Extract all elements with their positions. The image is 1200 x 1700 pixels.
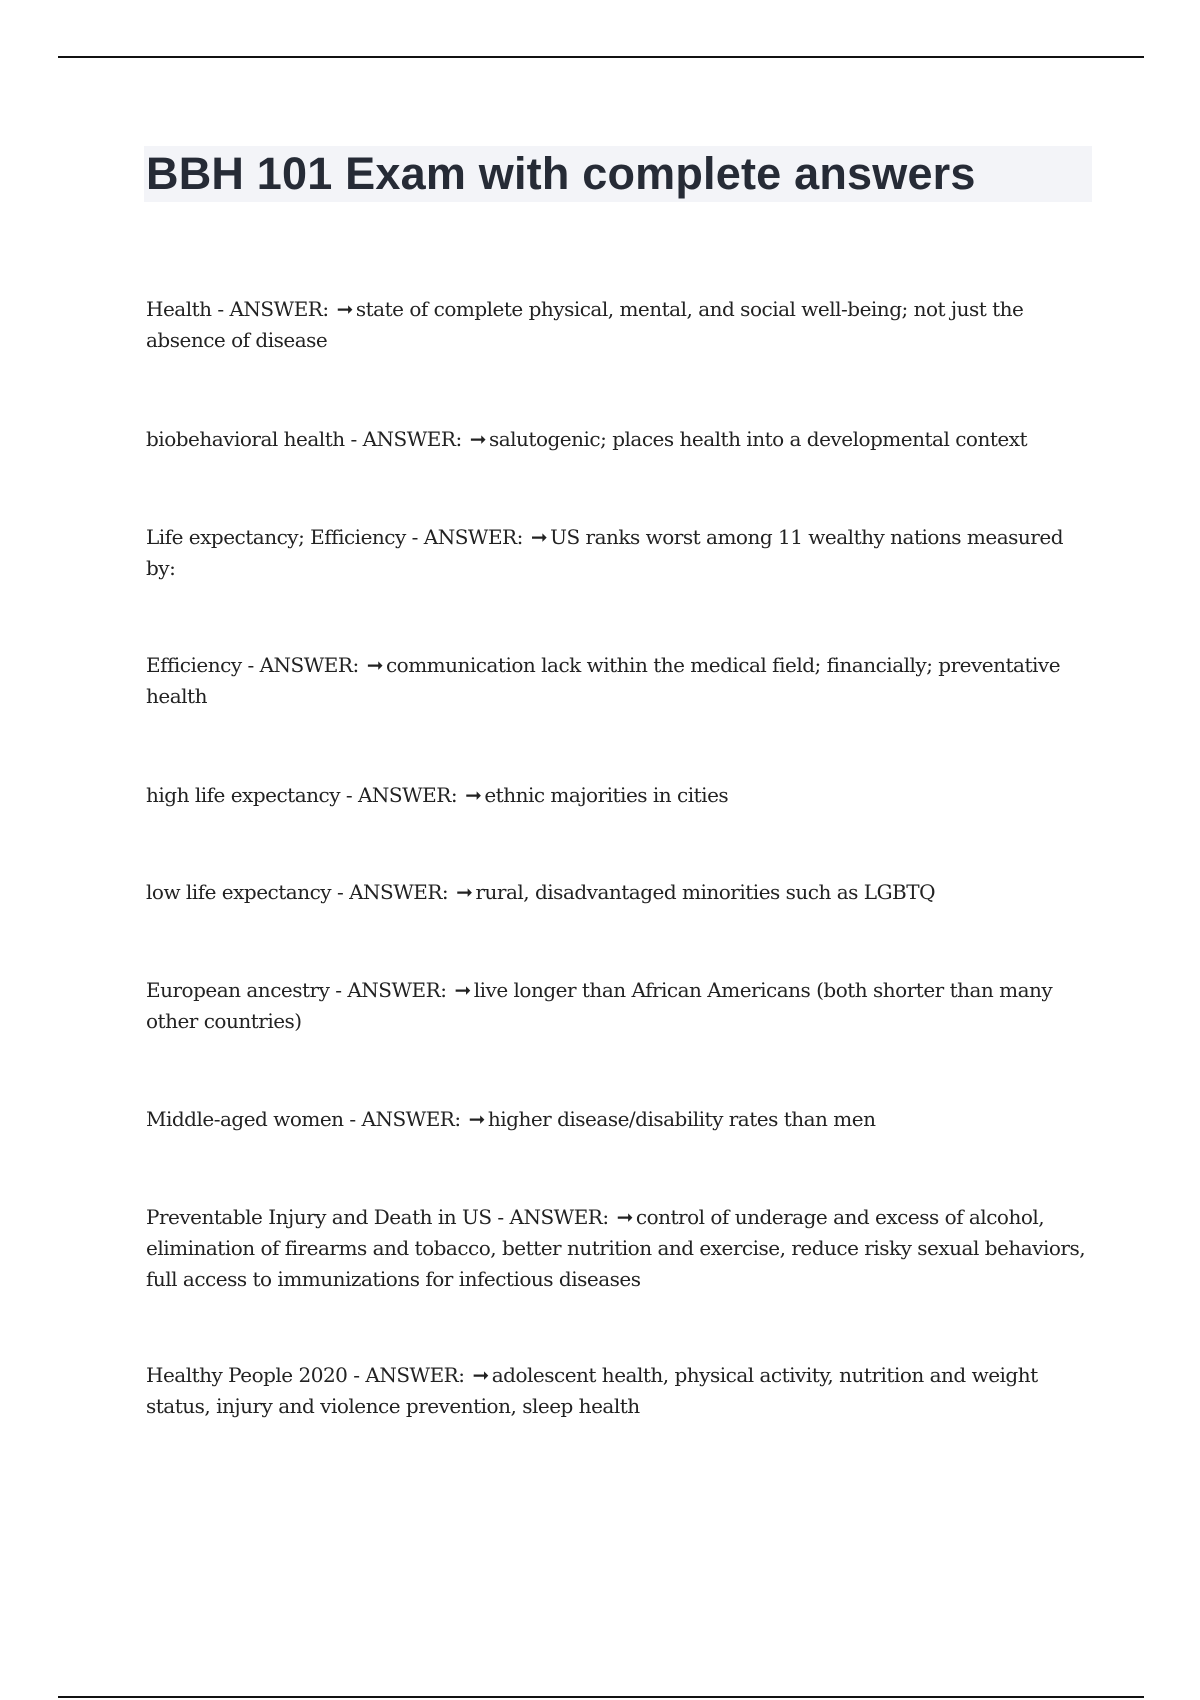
qa-term: Healthy People 2020 - ANSWER: [146,1363,465,1387]
qa-term: Health - ANSWER: [146,297,329,321]
qa-answer: US ranks worst among 11 wealthy nations measured by: [146,525,1063,580]
qa-term: Middle-aged women - ANSWER: [146,1107,461,1131]
qa-answer: adolescent health, physical activity, nutrition and weight status, injury and violence prevention, sleep health [146,1363,1038,1418]
arrow-icon: ➞ [465,783,482,807]
qa-term: Life expectancy; Efficiency - ANSWER: [146,525,523,549]
qa-term: high life expectancy - ANSWER: [146,783,458,807]
arrow-icon: ➞ [454,978,471,1002]
qa-term: low life expectancy - ANSWER: [146,880,449,904]
qa-entry [146,877,1096,908]
qa-answer: live longer than African Americans (both shorter than many other countries) [146,978,1053,1033]
arrow-icon: ➞ [469,427,486,451]
arrow-icon: ➞ [468,1107,485,1131]
qa-term: European ancestry - ANSWER: [146,978,447,1002]
qa-entry [146,975,1096,1037]
qa-entry [146,1360,1096,1422]
qa-entry [146,650,1096,712]
qa-answer: higher disease/disability rates than men [487,1107,876,1131]
qa-entry [146,294,1096,356]
qa-answer: salutogenic; places health into a developmental context [488,427,1028,451]
qa-term: Efficiency - ANSWER: [146,653,359,677]
bottom-page-rule [58,1696,1144,1698]
qa-entry [146,1104,1096,1135]
qa-term: Preventable Injury and Death in US - ANSWER: [146,1205,609,1229]
qa-answer: rural, disadvantaged minorities such as LGBTQ [475,880,935,904]
qa-term: biobehavioral health - ANSWER: [146,427,462,451]
arrow-icon: ➞ [616,1205,633,1229]
qa-answer: control of underage and excess of alcohol, elimination of firearms and tobacco, better nutrition and exercise, reduce risky sexual behaviors, full access to immunizations for infectious diseases [146,1205,1086,1291]
arrow-icon: ➞ [456,880,473,904]
qa-entry [146,780,1096,811]
arrow-icon: ➞ [366,653,383,677]
qa-entry [146,424,1096,455]
qa-answer: communication lack within the medical field; financially; preventative health [146,653,1061,708]
qa-answer: ethnic majorities in cities [484,783,729,807]
qa-entry [146,522,1096,584]
document-title: BBH 101 Exam with complete answers [146,148,976,199]
qa-answer: state of complete physical, mental, and social well-being; not just the absence of disease [146,297,1024,352]
arrow-icon: ➞ [472,1363,489,1387]
top-page-rule [58,56,1144,58]
arrow-icon: ➞ [336,297,353,321]
arrow-icon: ➞ [530,525,548,549]
qa-entry [146,1202,1096,1295]
